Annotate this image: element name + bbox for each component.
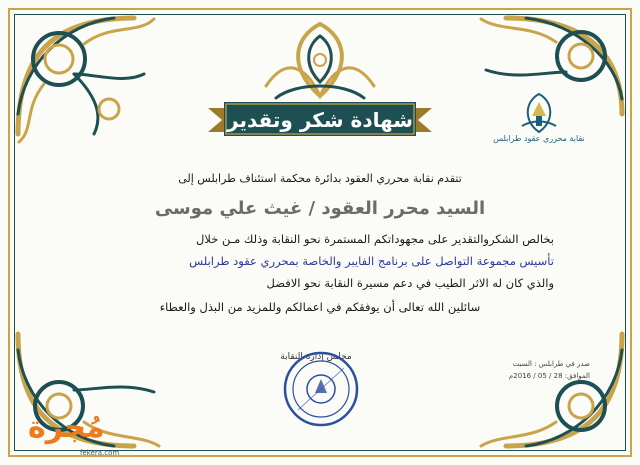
watermark-domain: fekera.com bbox=[80, 449, 120, 457]
intro-text: تتقدم نقابة محرري العقود بدائرة محكمة استئناف طرابلس إلى bbox=[178, 172, 462, 185]
body-line-1: بخالص الشكروالتقدير على مجهوداتكم المستمرة نحو النقابة وذلك مـن خلال bbox=[196, 232, 554, 246]
issue-date: الموافق: 28 / 05 / 2016م bbox=[508, 372, 590, 380]
union-logo bbox=[514, 92, 564, 134]
logo-caption: نقابة محرري عقود طرابلس bbox=[493, 134, 585, 143]
body-line-3: والذي كان له الاثر الطيب في دعم مسيرة النقابة نحو الافضل bbox=[266, 276, 554, 290]
crown-ornament bbox=[256, 16, 384, 106]
body-line-2: تأسيس مجموعة التواصل على برنامج الفايبر والخاصة بمحرري عقود طرابلس bbox=[189, 254, 554, 268]
recipient-name: السيد محرر العقود / غيث علي موسى bbox=[154, 198, 486, 219]
issue-place: صدر في طرابلس : السبت bbox=[512, 360, 590, 368]
official-seal bbox=[282, 350, 360, 428]
certificate-title: شهادة شكر وتقدير bbox=[227, 108, 413, 132]
corner-ornament-top-left bbox=[14, 14, 164, 144]
watermark-brand: مُجرة bbox=[28, 410, 105, 445]
signature-label: مجلس إدارة النقابة bbox=[280, 352, 352, 362]
closing-text: سائلين الله تعالى أن يوفقكم في اعمالكم وللمزيد من البذل والعطاء bbox=[159, 300, 481, 314]
corner-ornament-bottom-right bbox=[476, 330, 626, 451]
